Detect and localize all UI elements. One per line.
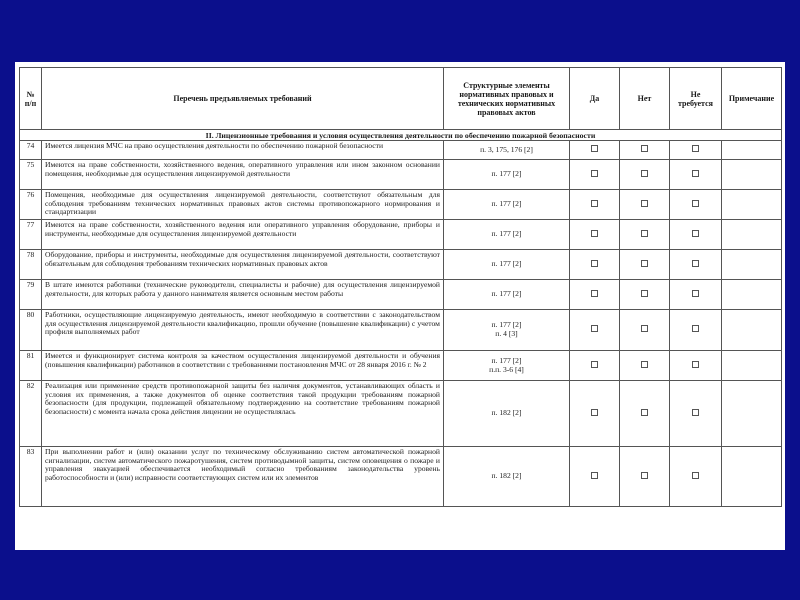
regulation-reference [444,141,570,160]
section-row [20,130,782,141]
row-number: 77 [20,220,42,250]
checkbox-not-required[interactable] [692,361,699,368]
cell-yes [570,280,620,310]
note-cell[interactable] [722,141,782,160]
requirement-text: Имеется и функционирует система контроля за качеством осуществления лицензируемой деятельности и обучения (повышения квалификации) работников в соответствии с требованиями постановления МЧС от 28 января 2016 г. № 2 [42,351,444,381]
cell-not-required [670,447,722,507]
regulation-reference [444,381,570,447]
table-row [20,250,782,280]
cell-yes [570,160,620,190]
regulation-reference [444,310,570,351]
checkbox-yes[interactable] [591,290,598,297]
checkbox-yes[interactable] [591,260,598,267]
checkbox-not-required[interactable] [692,170,699,177]
checkbox-yes[interactable] [591,145,598,152]
header-yes: Да [570,68,620,130]
checkbox-no[interactable] [641,170,648,177]
checkbox-not-required[interactable] [692,290,699,297]
cell-no [620,250,670,280]
requirement-text: Имеются на праве собственности, хозяйственного ведения, оперативного управления или ином законном основании помещения, необходимые для осуществления лицензируемой деятельности [42,160,444,190]
table-row [20,381,782,447]
document-page [15,62,785,550]
note-cell[interactable] [722,190,782,220]
header-num: № п/п [20,68,42,130]
checkbox-not-required[interactable] [692,230,699,237]
reference-line: п. 177 [2] [491,169,522,179]
cell-not-required [670,160,722,190]
cell-yes [570,351,620,381]
regulation-reference [444,220,570,250]
cell-no [620,190,670,220]
checkbox-no[interactable] [641,260,648,267]
requirement-text: Помещения, необходимые для осуществления лицензируемой деятельности, соответствуют обязательным для соблюдения требованиям технических нормативных правовых актов системы противопожарного нормирования и стандартизации [42,190,444,220]
cell-yes [570,381,620,447]
reference-line: п. 182 [2] [491,408,522,418]
requirement-text: При выполнении работ и (или) оказании услуг по техническому обслуживанию систем автоматической пожарной сигнализации, систем автоматического пожаротушения, систем противодымной защиты, систем оповещения о пожаре и управления эвакуацией обеспечивается необходимый согласно требованиям законодательства уровень работоспособности и (или) исправности соответствующих систем или их элементов [42,447,444,507]
reference-line: п. 182 [2] [491,471,522,481]
row-number: 82 [20,381,42,447]
cell-no [620,447,670,507]
row-number: 75 [20,160,42,190]
checkbox-not-required[interactable] [692,260,699,267]
header-structure: Структурные элементы нормативных правовых и технических нормативных правовых актов [444,68,570,130]
requirement-text: Реализация или применение средств противопожарной защиты без наличия документов, устанавливающих область и условия их применения, а также документов об оценке соответствия такой продукции требованиям пожарной безопасности (для продукции, подлежащей обязательному подтверждению на соответствие требованиям пожарной безопасности) с момента начала срока действия лицензии не осуществлялась [42,381,444,447]
header-list: Перечень предъявляемых требований [42,68,444,130]
requirement-text: Работники, осуществляющие лицензируемую деятельность, имеют необходимую в соответствии с законодательством для осуществления лицензируемой деятельности квалификацию, прошли обучение (повышение квалификации) с учетом профиля выполняемых работ [42,310,444,351]
reference-line: п. 177 [2] [491,355,522,365]
table-row [20,447,782,507]
reference-line: п. 4 [3] [495,329,518,338]
cell-no [620,381,670,447]
checkbox-no[interactable] [641,200,648,207]
cell-not-required [670,190,722,220]
cell-not-required [670,351,722,381]
requirement-text: В штате имеются работники (технические руководители, специалисты и рабочие) для осуществления лицензируемой деятельности, для которых работа у данного нанимателя является основным местом работы [42,280,444,310]
checkbox-no[interactable] [641,145,648,152]
table-row [20,141,782,160]
cell-yes [570,220,620,250]
checkbox-no[interactable] [641,361,648,368]
section-title: II. Лицензионные требования и условия осуществления деятельности по обеспечению пожарной безопасности [20,130,782,141]
note-cell[interactable] [722,310,782,351]
checkbox-yes[interactable] [591,361,598,368]
row-number: 83 [20,447,42,507]
note-cell[interactable] [722,447,782,507]
note-cell[interactable] [722,280,782,310]
checkbox-no[interactable] [641,409,648,416]
requirements-table [19,67,782,507]
cell-no [620,160,670,190]
note-cell[interactable] [722,381,782,447]
cell-not-required [670,220,722,250]
regulation-reference [444,160,570,190]
table-row [20,190,782,220]
table-row [20,280,782,310]
reference-line: п. 177 [2] [491,259,522,269]
header-note: Примечание [722,68,782,130]
checkbox-no[interactable] [641,472,648,479]
checkbox-no[interactable] [641,290,648,297]
requirement-text: Имеется лицензия МЧС на право осуществления деятельности по обеспечению пожарной безопасности [42,141,444,160]
checkbox-yes[interactable] [591,472,598,479]
row-number: 79 [20,280,42,310]
checkbox-not-required[interactable] [692,200,699,207]
reference-line: п. 177 [2] [491,289,522,299]
cell-not-required [670,310,722,351]
note-cell[interactable] [722,250,782,280]
cell-not-required [670,250,722,280]
requirement-text: Оборудование, приборы и инструменты, необходимые для осуществления лицензируемой деятельности, соответствуют обязательным для соблюдения требованиям технических нормативных правовых актов [42,250,444,280]
table-header-row [20,68,782,130]
header-not-required: Не требуется [670,68,722,130]
cell-yes [570,250,620,280]
row-number: 80 [20,310,42,351]
table-row [20,220,782,250]
header-no: Нет [620,68,670,130]
regulation-reference [444,447,570,507]
reference-line: п. 177 [2] [491,199,522,209]
regulation-reference [444,351,570,381]
checkbox-yes[interactable] [591,170,598,177]
checkbox-no[interactable] [641,230,648,237]
row-number: 81 [20,351,42,381]
cell-yes [570,190,620,220]
cell-no [620,351,670,381]
checkbox-yes[interactable] [591,409,598,416]
table-row [20,351,782,381]
reference-line: п.п. 3-6 [4] [489,364,524,374]
checkbox-not-required[interactable] [692,325,699,332]
row-number: 74 [20,141,42,160]
checkbox-not-required[interactable] [692,472,699,479]
cell-no [620,310,670,351]
cell-no [620,280,670,310]
regulation-reference [444,190,570,220]
checkbox-not-required[interactable] [692,409,699,416]
reference-line: п. 177 [2] [491,320,522,330]
table-row [20,160,782,190]
checkbox-yes[interactable] [591,230,598,237]
regulation-reference [444,250,570,280]
checkbox-yes[interactable] [591,200,598,207]
note-cell[interactable] [722,160,782,190]
note-cell[interactable] [722,351,782,381]
table-row [20,310,782,351]
cell-no [620,141,670,160]
reference-line: п. 3, 175, 176 [2] [480,144,533,154]
checkbox-not-required[interactable] [692,145,699,152]
cell-yes [570,141,620,160]
cell-not-required [670,280,722,310]
row-number: 76 [20,190,42,220]
cell-not-required [670,381,722,447]
row-number: 78 [20,250,42,280]
reference-line: п. 177 [2] [491,229,522,239]
cell-yes [570,447,620,507]
requirement-text: Имеются на праве собственности, хозяйственного ведения или оперативного управления оборудование, приборы и инструменты, необходимые для осуществления лицензируемой деятельности [42,220,444,250]
checkbox-no[interactable] [641,325,648,332]
note-cell[interactable] [722,220,782,250]
cell-yes [570,310,620,351]
checkbox-yes[interactable] [591,325,598,332]
cell-not-required [670,141,722,160]
cell-no [620,220,670,250]
regulation-reference [444,280,570,310]
